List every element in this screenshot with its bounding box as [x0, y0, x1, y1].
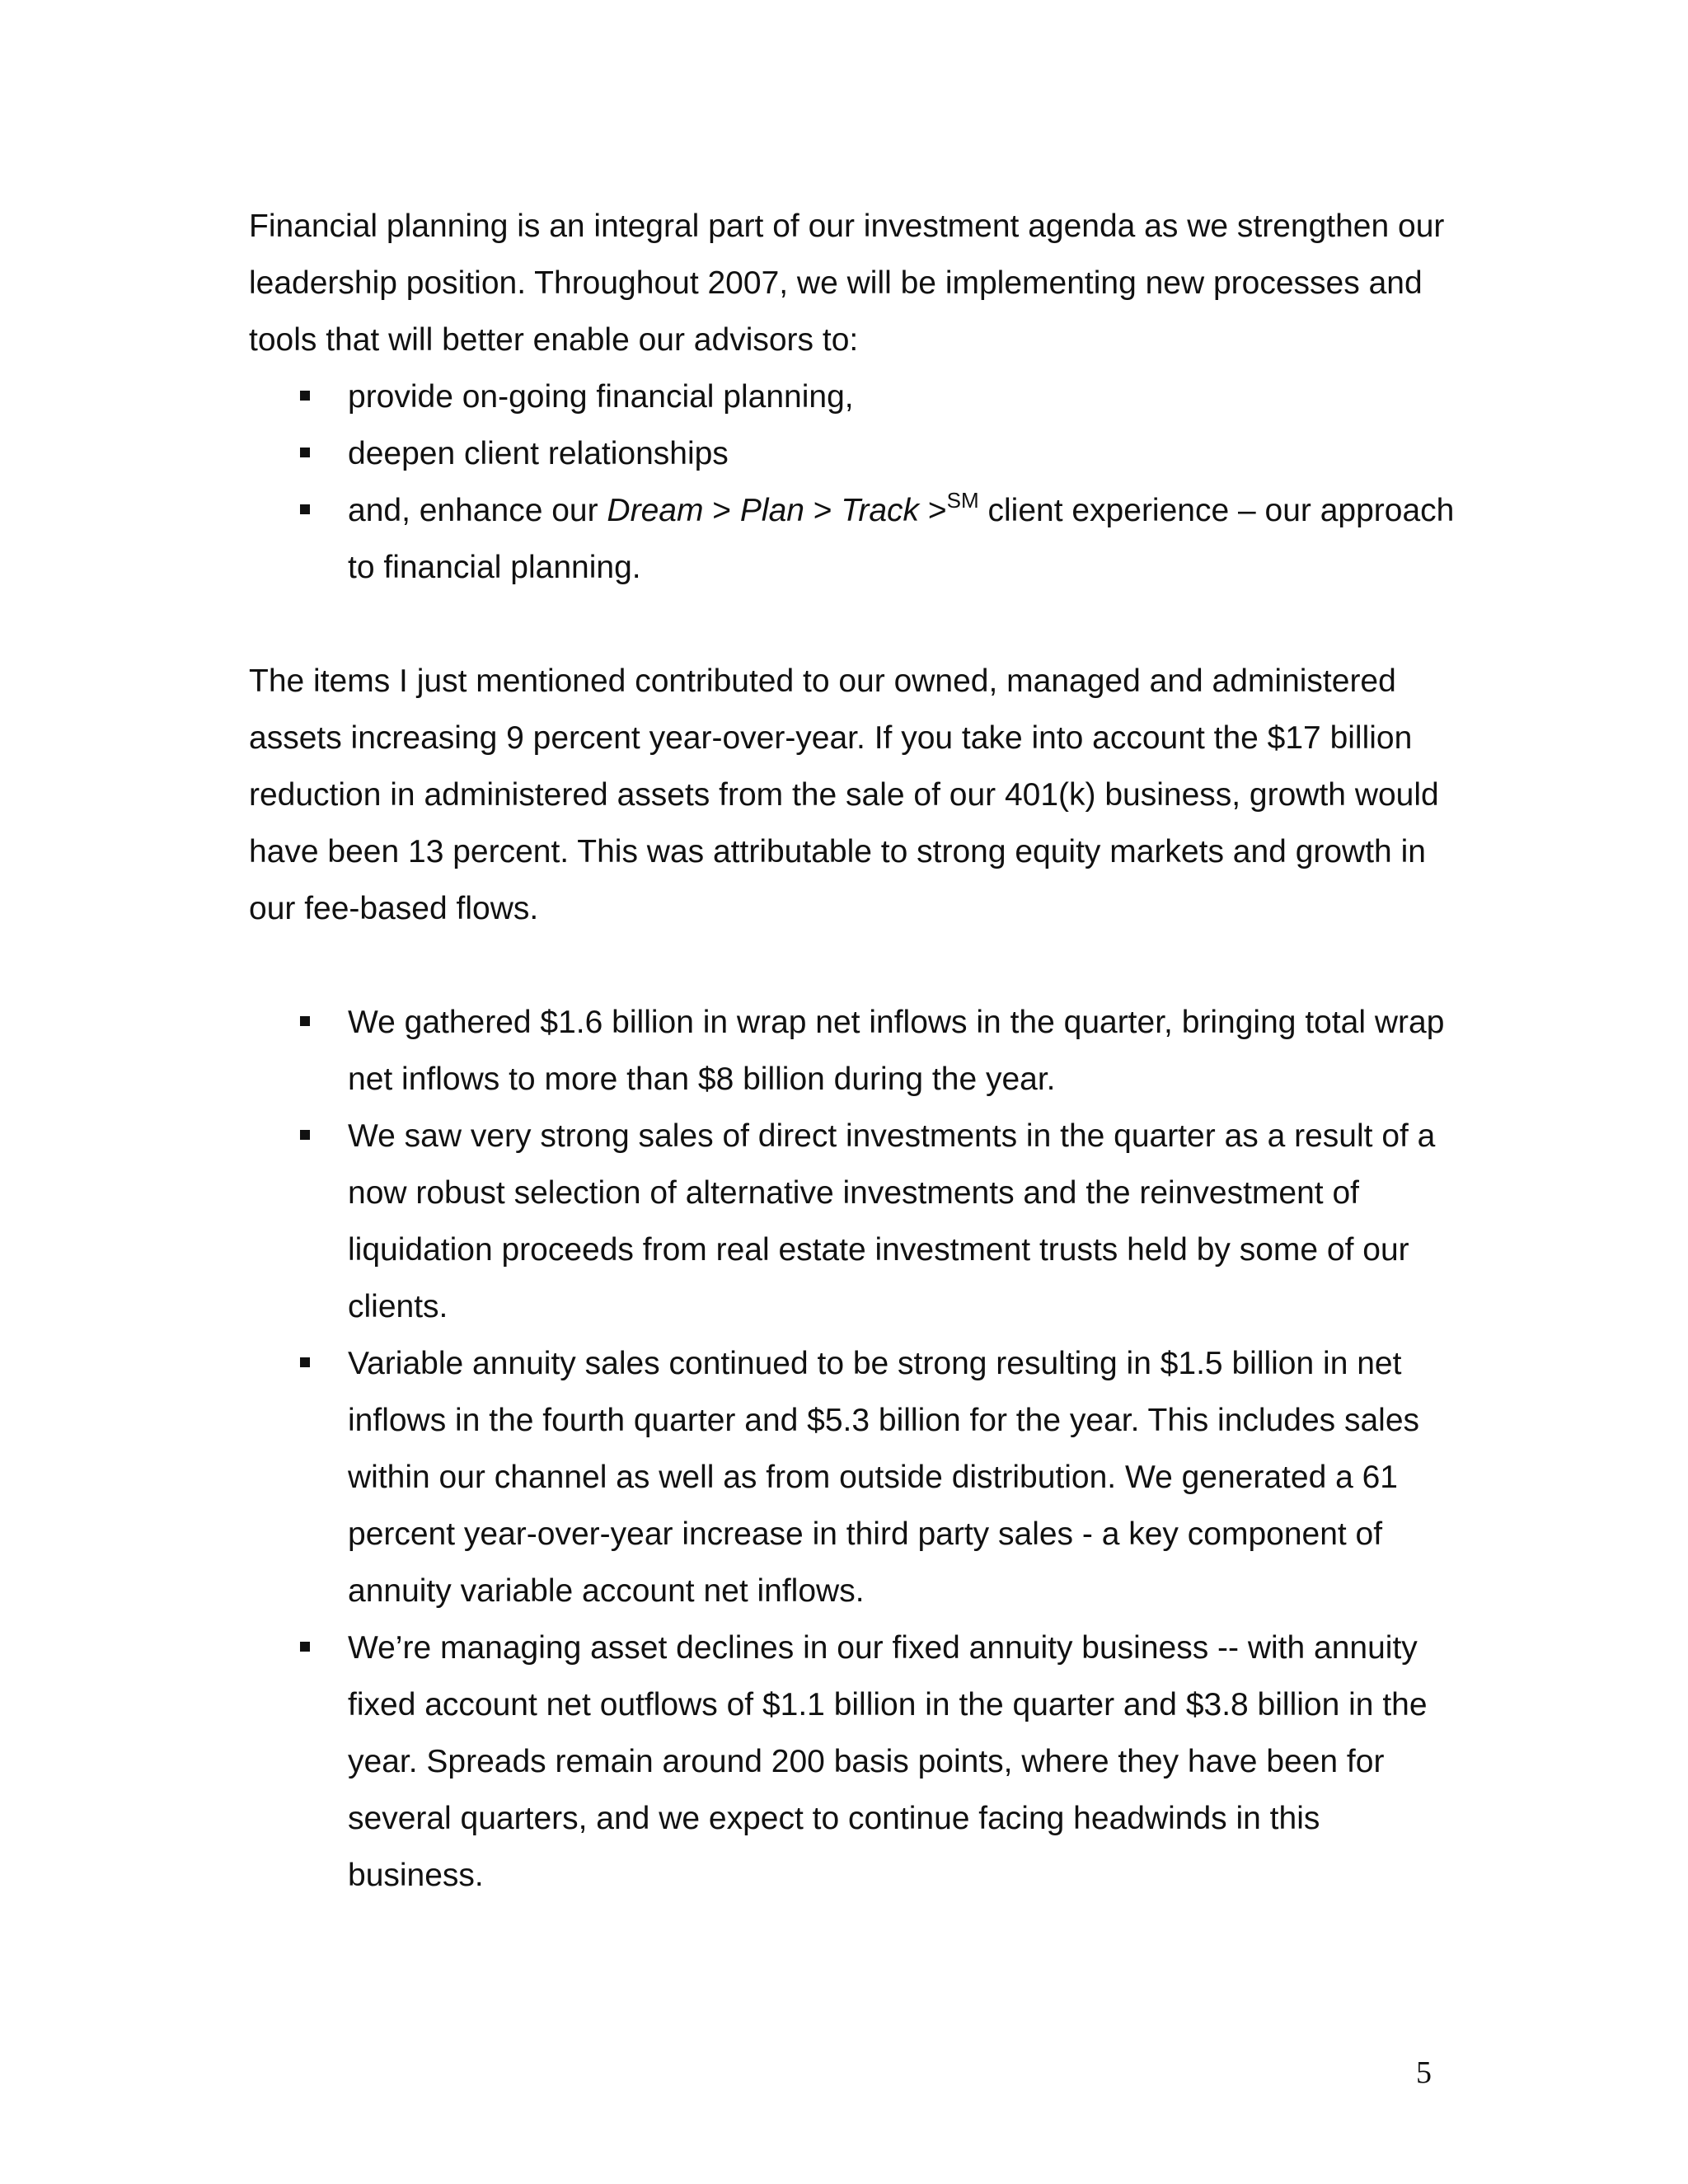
track-term: Track — [841, 493, 920, 528]
square-bullet-icon — [300, 391, 310, 401]
assets-paragraph: The items I just mentioned contributed to our owned, managed and administered assets increasing 9 percent year-over-year. If you take into account the $17 billion reduction in administered assets from the sale of our 401(k) business, growth would have been 13 percent. This was attributable to strong equity markets and growth in our fee-based flows. — [249, 663, 1439, 926]
list-item-text: We’re managing asset declines in our fixed annuity business -- with annuity fixed account net outflows of $1.1 billion in the quarter and $3.8 billion in the year. Spreads remain around 200 basis points, where they have been for several quarters, and we expect to continue facing headwinds in this business. — [348, 1630, 1428, 1893]
plan-term: Plan — [739, 493, 804, 528]
square-bullet-icon — [300, 1357, 310, 1367]
list-item-text-prefix: and, enhance our — [348, 493, 607, 528]
list-item — [249, 425, 1461, 482]
list-item — [249, 1108, 1461, 1335]
separator: > — [919, 493, 947, 528]
square-bullet-icon — [300, 1130, 310, 1140]
planning-bullet-list — [249, 368, 1461, 596]
separator: > — [804, 493, 842, 528]
square-bullet-icon — [300, 1642, 310, 1652]
square-bullet-icon — [300, 1016, 310, 1026]
dream-term: Dream — [607, 493, 704, 528]
list-item-text: deepen client relationships — [348, 436, 729, 471]
service-mark: SM — [946, 488, 979, 513]
results-bullet-list — [249, 994, 1461, 1904]
list-item — [249, 994, 1461, 1108]
list-item-text: provide on-going financial planning, — [348, 379, 854, 415]
document-page — [249, 198, 1461, 1904]
list-item — [249, 482, 1461, 596]
separator: > — [703, 493, 740, 528]
list-item — [249, 1335, 1461, 1619]
square-bullet-icon — [300, 504, 310, 514]
intro-paragraph: Financial planning is an integral part of our investment agenda as we strengthen our leadership position. Throughout 2007, we will be implementing new processes and tools that will better enable our advisors to: — [249, 209, 1445, 358]
page-number: 5 — [1416, 2055, 1432, 2090]
paragraph-spacer — [249, 937, 1461, 994]
list-item-text: We gathered $1.6 billion in wrap net inflows in the quarter, bringing total wrap net inflows to more than $8 billion during the year. — [348, 1005, 1445, 1097]
list-item-text-suffix: client experience – our approach to financial planning. — [348, 493, 1455, 585]
paragraph-spacer — [249, 596, 1461, 653]
list-item-text: Variable annuity sales continued to be strong resulting in $1.5 billion in net inflows in the fourth quarter and $5.3 billion for the year. This includes sales within our channel as well as from outside distribution. We generated a 61 percent year-over-year increase in third party sales - a key component of annuity variable account net inflows. — [348, 1346, 1420, 1609]
list-item-text: We saw very strong sales of direct investments in the quarter as a result of a now robust selection of alternative investments and the reinvestment of liquidation proceeds from real estate investment trusts held by some of our clients. — [348, 1118, 1436, 1324]
square-bullet-icon — [300, 448, 310, 457]
list-item — [249, 368, 1461, 425]
list-item — [249, 1619, 1461, 1904]
